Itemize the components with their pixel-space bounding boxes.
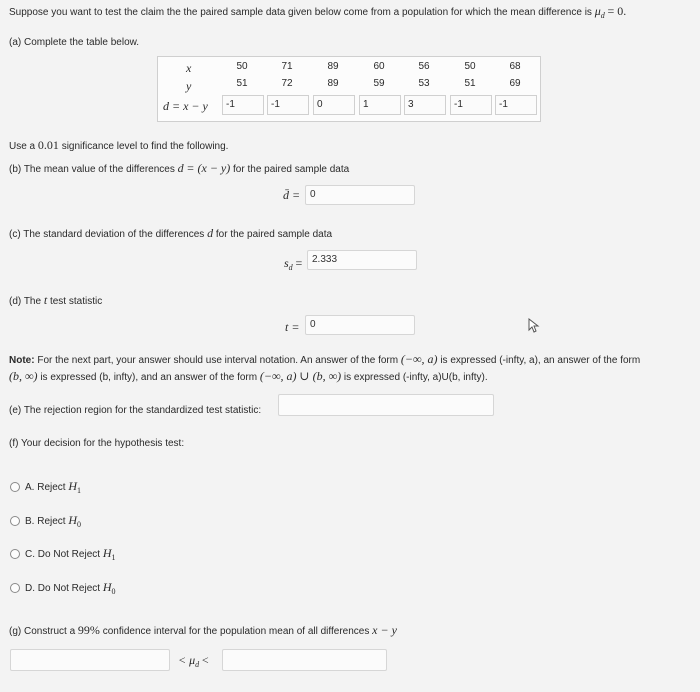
t-label: t = xyxy=(285,320,300,334)
part-f-label: (f) Your decision for the hypothesis test: xyxy=(9,438,185,449)
ci-lower-input[interactable] xyxy=(10,649,170,671)
d-value-input[interactable]: 1 xyxy=(359,95,401,115)
mean-difference-input[interactable]: 0 xyxy=(305,185,415,205)
note-line-1: Note: For the next part, your answer should use interval notation. An answer of the form (−∞, a) is expressed (-infty, a), an answer of the form xyxy=(9,352,641,366)
y-value: 59 xyxy=(373,78,385,89)
mu-symbol: μ xyxy=(594,4,601,18)
d-value-input[interactable]: -1 xyxy=(267,95,309,115)
y-value: 72 xyxy=(281,78,293,89)
x-value: 89 xyxy=(327,61,339,72)
option-a-radio[interactable] xyxy=(10,482,20,492)
significance-text: Use a 0.01 significance level to find the following. xyxy=(9,138,229,152)
mouse-cursor-icon xyxy=(528,318,540,334)
t-statistic-input[interactable]: 0 xyxy=(305,315,415,335)
x-value: 56 xyxy=(418,61,430,72)
x-row-label: x xyxy=(186,61,192,75)
y-value: 53 xyxy=(418,78,430,89)
y-value: 51 xyxy=(464,78,476,89)
d-value-input[interactable]: 0 xyxy=(313,95,355,115)
std-dev-input[interactable]: 2.333 xyxy=(307,250,417,270)
option-b-radio[interactable] xyxy=(10,516,20,526)
ci-middle-label: < $\mu_d$ < xyxy=(178,653,209,669)
part-g-label: (g) Construct a 99% confidence interval for the population mean of all differences x − y xyxy=(9,623,397,637)
intro-text: Suppose you want to test the claim the the paired sample data given below come from a population for which the mean difference is $\mu_d = 0$. xyxy=(9,4,627,20)
option-d-radio[interactable] xyxy=(10,583,20,593)
option-d-label[interactable]: D. Do Not Reject $H_0$ xyxy=(25,580,116,596)
sd-label: $s_d$ = xyxy=(284,256,303,272)
x-value: 50 xyxy=(464,61,476,72)
d-value-input[interactable]: -1 xyxy=(495,95,537,115)
y-value: 89 xyxy=(327,78,339,89)
option-c-label[interactable]: C. Do Not Reject $H_1$ xyxy=(25,546,116,562)
d-row-label: d = x − y xyxy=(163,99,208,113)
note-line-2: (b, ∞) is expressed (b, infty), and an answer of the form (−∞, a) ∪ (b, ∞) is expressed (-infty, a)U(b, infty). xyxy=(9,369,488,383)
part-d-label: (d) The t test statistic xyxy=(9,293,103,307)
part-e-label: (e) The rejection region for the standardized test statistic: xyxy=(9,405,262,416)
ci-upper-input[interactable] xyxy=(222,649,387,671)
part-a-label: (a) Complete the table below. xyxy=(9,37,140,48)
d-value-input[interactable]: -1 xyxy=(450,95,492,115)
y-row-label: y xyxy=(186,79,192,93)
x-value: 50 xyxy=(236,61,248,72)
d-value-input[interactable]: 3 xyxy=(404,95,446,115)
d-bar-label: d̄ = xyxy=(283,188,301,202)
option-c-radio[interactable] xyxy=(10,549,20,559)
x-value: 60 xyxy=(373,61,385,72)
option-b-label[interactable]: B. Reject $H_0$ xyxy=(25,513,82,529)
part-c-label: (c) The standard deviation of the differences d for the paired sample data xyxy=(9,226,333,240)
y-value: 69 xyxy=(509,78,521,89)
y-value: 51 xyxy=(236,78,248,89)
x-value: 71 xyxy=(281,61,293,72)
part-b-label: (b) The mean value of the differences d = (x − y) for the paired sample data xyxy=(9,161,350,175)
d-value-input[interactable]: -1 xyxy=(222,95,264,115)
rejection-region-input[interactable] xyxy=(278,394,494,416)
x-value: 68 xyxy=(509,61,521,72)
option-a-label[interactable]: A. Reject $H_1$ xyxy=(25,479,82,495)
